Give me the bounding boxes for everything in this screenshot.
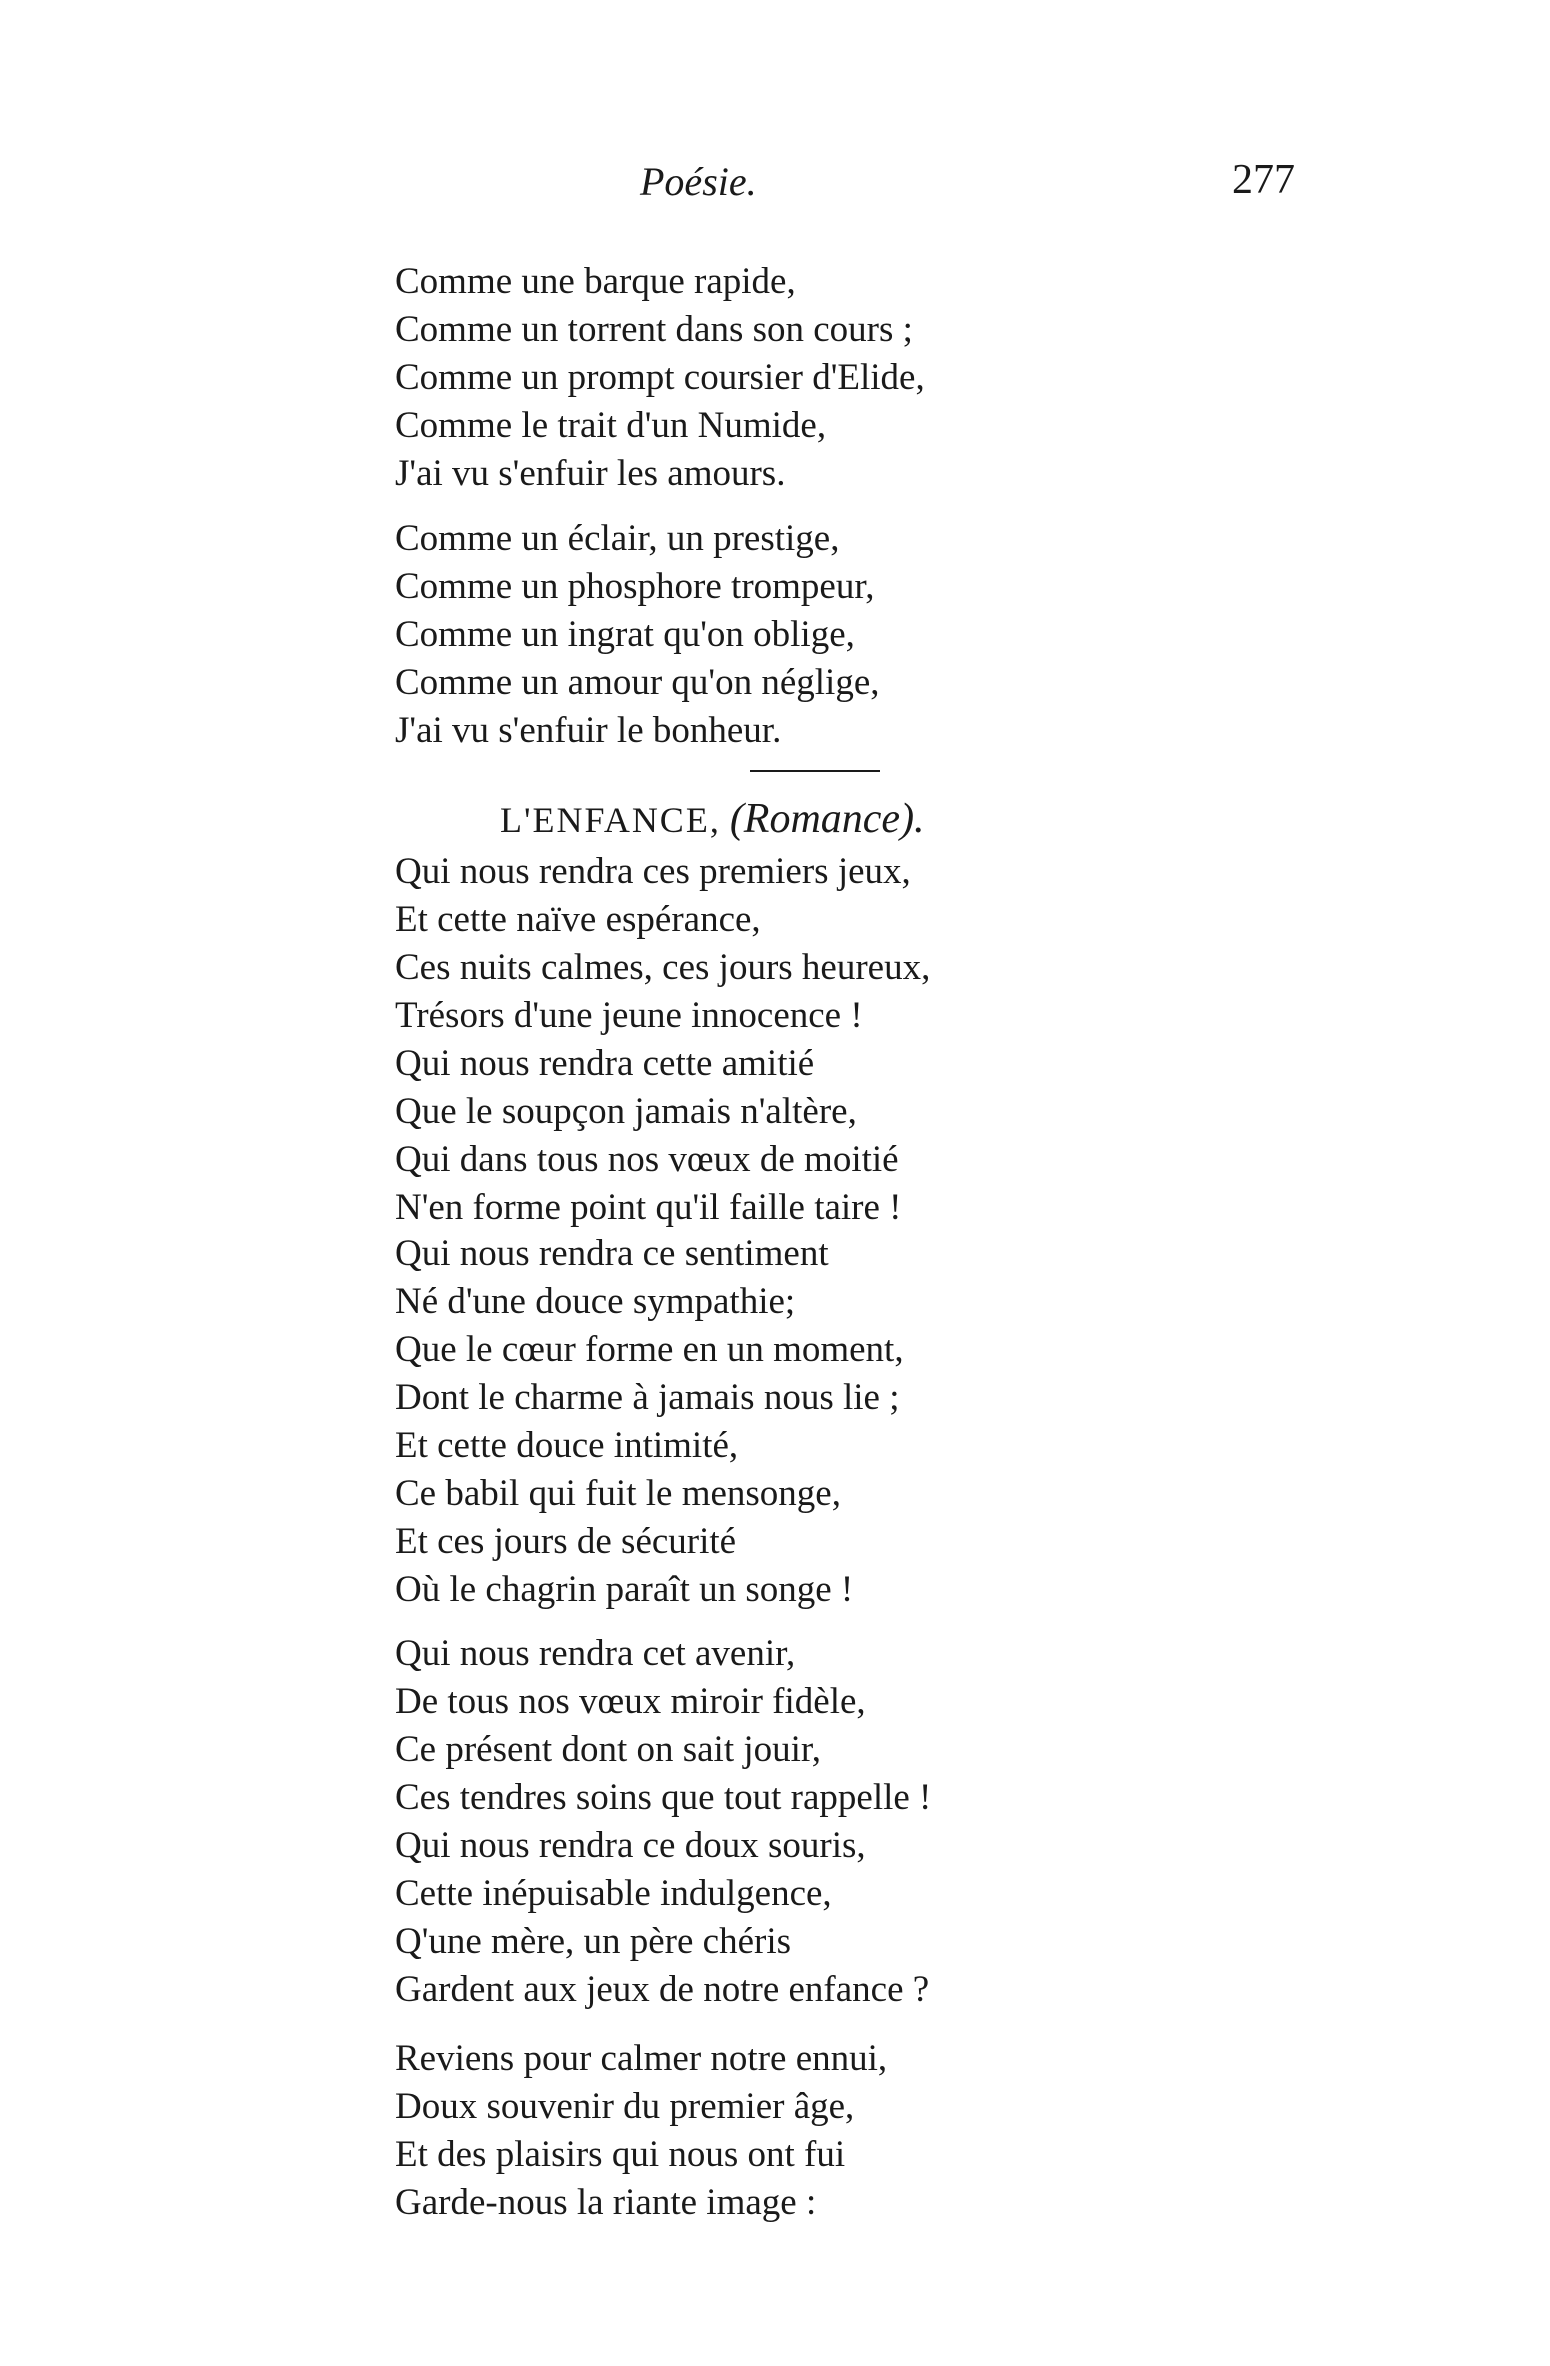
verse-line: Et cette naïve espérance, (395, 899, 761, 940)
verse-line: Qui nous rendra ces premiers jeux, (395, 851, 911, 892)
verse-line: Cette inépuisable indulgence, (395, 1873, 832, 1914)
verse-line: Et des plaisirs qui nous ont fui (395, 2134, 846, 2175)
stanza (395, 515, 880, 755)
verse-line: Garde-nous la riante image : (395, 2182, 817, 2223)
verse-line: Comme un amour qu'on néglige, (395, 662, 880, 703)
verse-line: Que le soupçon jamais n'altère, (395, 1091, 857, 1132)
verse-line: Doux souvenir du premier âge, (395, 2086, 855, 2127)
verse-line: Qui nous rendra cet avenir, (395, 1633, 796, 1674)
verse-line: Gardent aux jeux de notre enfance ? (395, 1969, 930, 2010)
running-title: Poésie. (640, 159, 757, 204)
section-subtitle: (Romance). (729, 796, 925, 842)
verse-line: Ces nuits calmes, ces jours heureux, (395, 947, 931, 988)
verse-line: Comme une barque rapide, (395, 261, 796, 302)
verse-line: Comme un éclair, un prestige, (395, 518, 840, 559)
verse-line: Que le cœur forme en un moment, (395, 1329, 904, 1370)
verse-line: N'en forme point qu'il faille taire ! (395, 1187, 902, 1228)
stanza (395, 258, 925, 498)
verse-line: Comme un torrent dans son cours ; (395, 309, 913, 350)
section-heading (500, 795, 925, 843)
verse-line: Ces tendres soins que tout rappelle ! (395, 1777, 932, 1818)
verse-line: Qui nous rendra cette amitié (395, 1043, 815, 1084)
verse-line: Trésors d'une jeune innocence ! (395, 995, 863, 1036)
verse-line: Comme un ingrat qu'on oblige, (395, 614, 855, 655)
verse-line: J'ai vu s'enfuir le bonheur. (395, 710, 782, 751)
section-title: L'ENFANCE, (500, 800, 721, 840)
running-head (0, 0, 1550, 230)
verse-line: Comme le trait d'un Numide, (395, 405, 827, 446)
verse-line: Et ces jours de sécurité (395, 1521, 737, 1562)
verse-line: Comme un phosphore trompeur, (395, 566, 875, 607)
verse-line: Ce babil qui fuit le mensonge, (395, 1473, 841, 1514)
verse-line: Né d'une douce sympathie; (395, 1281, 796, 1322)
stanza (395, 1230, 904, 1614)
verse-line: De tous nos vœux miroir fidèle, (395, 1681, 866, 1722)
verse-line: J'ai vu s'enfuir les amours. (395, 453, 786, 494)
verse-line: Reviens pour calmer notre ennui, (395, 2038, 888, 2079)
verse-line: Q'une mère, un père chéris (395, 1921, 792, 1962)
stanza (395, 2035, 887, 2227)
verse-line: Qui nous rendra ce sentiment (395, 1233, 829, 1274)
section-divider (750, 770, 880, 772)
page-number: 277 (1232, 157, 1295, 203)
verse-line: Où le chagrin paraît un songe ! (395, 1569, 854, 1610)
verse-line: Dont le charme à jamais nous lie ; (395, 1377, 900, 1418)
verse-line: Ce présent dont on sait jouir, (395, 1729, 822, 1770)
stanza (395, 848, 930, 1232)
verse-line: Qui dans tous nos vœux de moitié (395, 1139, 899, 1180)
verse-line: Qui nous rendra ce doux souris, (395, 1825, 866, 1866)
verse-line: Et cette douce intimité, (395, 1425, 739, 1466)
verse-line: Comme un prompt coursier d'Elide, (395, 357, 925, 398)
stanza (395, 1630, 931, 2014)
